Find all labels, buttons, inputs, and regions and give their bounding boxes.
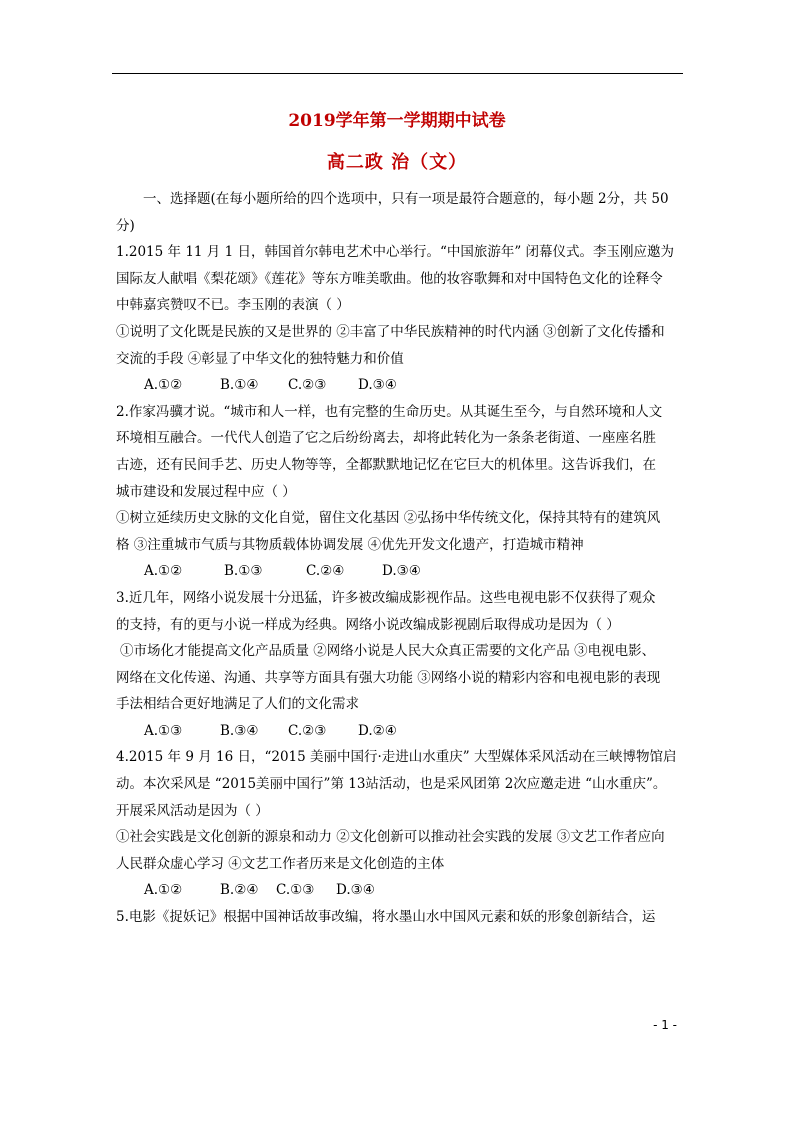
question-2-item: ①树立延续历史文脉的文化自觉，留住文化基因 ②弘扬中华传统文化，保持其特有的建筑风	[116, 510, 661, 527]
exam-title: 2019学年第一学期期中试卷	[288, 111, 506, 131]
option-b: B.①④	[220, 377, 259, 394]
question-3-stem: 的支持，有的更与小说一样成为经典。网络小说改编成影视剧后取得成功是因为（ ）	[116, 616, 620, 633]
option-c: C.②③	[288, 377, 327, 394]
question-1-options	[116, 372, 681, 399]
question-3-stem: 3.近几年，网络小说发展十分迅猛，许多被改编成影视作品。这些电视电影不仅获得了观众	[116, 589, 656, 606]
option-d: D.③④	[336, 882, 375, 899]
question-2-stem: 古迹，还有民间手艺、历史人物等等，全都默默地记忆在它巨大的机体里。这告诉我们，在	[116, 456, 656, 473]
option-c: C.①③	[276, 882, 315, 899]
option-d: D.③④	[382, 563, 421, 580]
option-c: C.②④	[306, 563, 345, 580]
question-4-stem: 4.2015 年 9 月 16 日，“2015 美丽中国行·走进山水重庆” 大型媒体采风活动在三峡博物馆启	[116, 749, 677, 766]
exam-subtitle: 高二政 治（文）	[326, 152, 468, 173]
question-1-item: ①说明了文化既是民族的又是世界的 ②丰富了中华民族精神的时代内涵 ③创新了文化传播和	[116, 323, 665, 340]
question-4-stem: 开展采风活动是因为（ ）	[116, 802, 269, 819]
exam-body	[116, 186, 681, 931]
option-c: C.②③	[288, 722, 327, 739]
question-3-item: 网络在文化传递、沟通、共享等方面具有强大功能 ③网络小说的精彩内容和电视电影的表现	[116, 669, 661, 686]
question-2-stem: 2.作家冯骥才说。“城市和人一样，也有完整的生命历史。从其诞生至今，与自然环境和人文	[116, 403, 663, 420]
option-a: A.①②	[144, 882, 183, 899]
question-3-options	[116, 718, 681, 745]
page-number: - 1 -	[653, 1018, 677, 1032]
question-4-stem: 动。本次采风是 “2015美丽中国行”第 13站活动，也是采风团第 2次应邀走进 “山水重庆”。	[116, 776, 667, 793]
question-2-item: 格 ③注重城市气质与其物质载体协调发展 ④优先开发文化遗产，打造城市精神	[116, 536, 584, 553]
option-d: D.②④	[358, 722, 397, 739]
question-2-options	[116, 558, 681, 585]
question-4-options	[116, 877, 681, 904]
question-3-item: 手法相结合更好地满足了人们的文化需求	[116, 696, 359, 713]
section-instruction: 一、选择题(在每小题所给的四个选项中，只有一项是最符合题意的，每小题 2分，共 50	[143, 191, 669, 207]
question-1-stem: 1.2015 年 11 月 1 日，韩国首尔韩电艺术中心举行。“中国旅游年” 闭幕仪式。李玉刚应邀为	[116, 244, 675, 261]
section-instruction: 分)	[116, 217, 135, 234]
question-3-item: ①市场化才能提高文化产品质量 ②网络小说是人民大众真正需要的文化产品 ③电视电影、	[120, 643, 656, 660]
question-4-item: 人民群众虚心学习 ④文艺工作者历来是文化创造的主体	[116, 855, 445, 872]
question-1-item: 交流的手段 ④彰显了中华文化的独特魅力和价值	[116, 350, 404, 367]
option-d: D.③④	[358, 377, 397, 394]
question-2-stem: 环境相互融合。一代代人创造了它之后纷纷离去，却将此转化为一条条老街道、一座座名胜	[116, 430, 656, 447]
question-5-stem: 5.电影《捉妖记》根据中国神话故事改编，将水墨山水中国风元素和妖的形象创新结合，运	[116, 909, 656, 926]
question-2-stem: 城市建设和发展过程中应（ ）	[116, 483, 296, 500]
question-1-stem: 中韩嘉宾赞叹不已。李玉刚的表演（ ）	[116, 297, 350, 314]
option-b: B.②④	[220, 882, 259, 899]
question-4-item: ①社会实践是文化创新的源泉和动力 ②文化创新可以推动社会实践的发展 ③文艺工作者应向	[116, 829, 665, 846]
question-1-stem: 国际友人献唱《梨花颂》《莲花》等东方唯美歌曲。他的妆容歌舞和对中国特色文化的诠释令	[116, 270, 663, 287]
option-a: A.①②	[144, 377, 183, 394]
option-a: A.①②	[144, 563, 183, 580]
option-b: B.③④	[220, 722, 259, 739]
header-rule	[112, 73, 683, 74]
option-b: B.①③	[224, 563, 263, 580]
option-a: A.①③	[144, 722, 183, 739]
